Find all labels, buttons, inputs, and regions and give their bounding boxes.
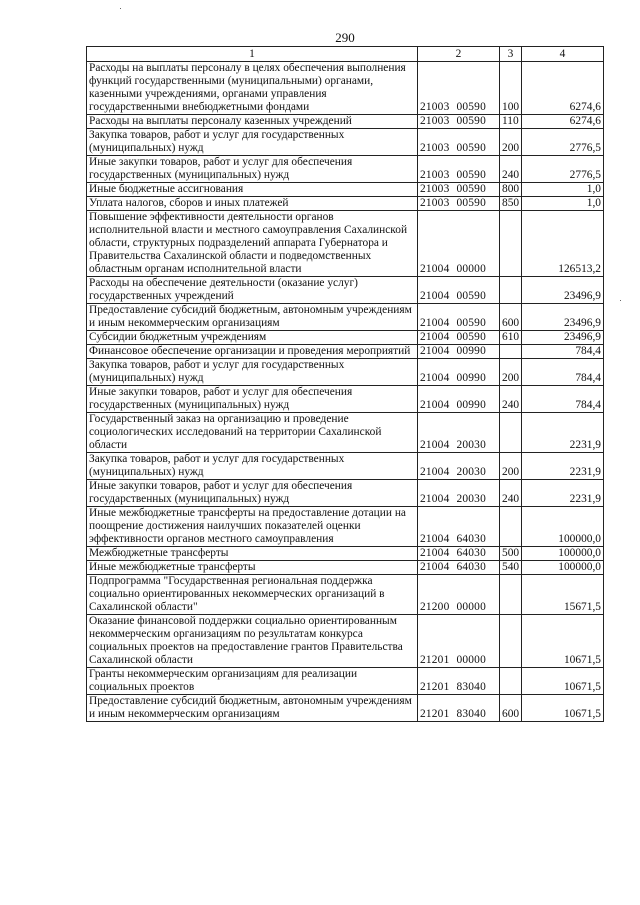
table-row bbox=[87, 304, 604, 331]
row-code-program: 21004 bbox=[420, 263, 450, 275]
table-row bbox=[87, 197, 604, 211]
row-code-direction: 00590 bbox=[456, 197, 486, 209]
row-code-direction: 00990 bbox=[456, 399, 486, 411]
row-name: Закупка товаров, работ и услуг для государственных (муниципальных) нужд bbox=[87, 359, 418, 386]
row-code-direction: 20030 bbox=[456, 466, 486, 478]
row-code-program: 21004 bbox=[420, 372, 450, 384]
row-expense-type bbox=[500, 345, 522, 359]
row-code bbox=[418, 547, 500, 561]
table-row bbox=[87, 386, 604, 413]
table-row bbox=[87, 668, 604, 695]
column-header-type: 3 bbox=[500, 47, 522, 62]
row-name: Иные межбюджетные трансферты bbox=[87, 561, 418, 575]
row-code-direction: 00990 bbox=[456, 345, 486, 357]
row-expense-type bbox=[500, 615, 522, 668]
row-expense-type bbox=[500, 277, 522, 304]
row-code-program: 21004 bbox=[420, 331, 450, 343]
row-code bbox=[418, 331, 500, 345]
table-row bbox=[87, 413, 604, 453]
row-sum: 2776,5 bbox=[522, 129, 604, 156]
row-code bbox=[418, 345, 500, 359]
row-name: Иные закупки товаров, работ и услуг для обеспечения государственных (муниципальных) нужд bbox=[87, 156, 418, 183]
row-code-program: 21201 bbox=[420, 708, 450, 720]
row-expense-type: 610 bbox=[500, 331, 522, 345]
row-sum: 100000,0 bbox=[522, 547, 604, 561]
table-row bbox=[87, 156, 604, 183]
row-code bbox=[418, 183, 500, 197]
row-expense-type: 200 bbox=[500, 359, 522, 386]
row-expense-type: 800 bbox=[500, 183, 522, 197]
table-row bbox=[87, 62, 604, 115]
column-header-code: 2 bbox=[418, 47, 500, 62]
row-sum: 784,4 bbox=[522, 386, 604, 413]
row-code-program: 21003 bbox=[420, 169, 450, 181]
row-code-program: 21004 bbox=[420, 399, 450, 411]
row-name: Уплата налогов, сборов и иных платежей bbox=[87, 197, 418, 211]
row-sum: 23496,9 bbox=[522, 304, 604, 331]
row-code-direction: 00590 bbox=[456, 183, 486, 195]
table-row bbox=[87, 129, 604, 156]
row-code-program: 21003 bbox=[420, 115, 450, 127]
row-code-direction: 20030 bbox=[456, 439, 486, 451]
row-code-direction: 00590 bbox=[456, 317, 486, 329]
row-code bbox=[418, 507, 500, 547]
row-name: Расходы на выплаты персоналу в целях обеспечения выполнения функций государственными (муниципальными) органами, казенными учреждениями, органами управления государственными внебюджетными фондами bbox=[87, 62, 418, 115]
row-name: Иные закупки товаров, работ и услуг для обеспечения государственных (муниципальных) нужд bbox=[87, 480, 418, 507]
row-sum: 2776,5 bbox=[522, 156, 604, 183]
table-body bbox=[87, 62, 604, 722]
row-name: Иные бюджетные ассигнования bbox=[87, 183, 418, 197]
row-expense-type: 540 bbox=[500, 561, 522, 575]
row-code-direction: 83040 bbox=[456, 681, 486, 693]
row-sum: 784,4 bbox=[522, 345, 604, 359]
row-expense-type: 240 bbox=[500, 386, 522, 413]
scan-speck bbox=[620, 300, 621, 301]
row-sum: 15671,5 bbox=[522, 575, 604, 615]
row-name: Иные межбюджетные трансферты на предоставление дотации на поощрение достижения наилучших показателей оценки эффективности органов местного самоуправления bbox=[87, 507, 418, 547]
page-number: 290 bbox=[335, 30, 355, 45]
row-code bbox=[418, 668, 500, 695]
row-code-program: 21201 bbox=[420, 654, 450, 666]
row-sum: 784,4 bbox=[522, 359, 604, 386]
row-code-program: 21004 bbox=[420, 439, 450, 451]
table-row bbox=[87, 480, 604, 507]
row-code-direction: 00590 bbox=[456, 331, 486, 343]
row-name: Предоставление субсидий бюджетным, автономным учреждениям и иным некоммерческим организациям bbox=[87, 695, 418, 722]
row-code-program: 21201 bbox=[420, 681, 450, 693]
row-code bbox=[418, 453, 500, 480]
row-sum: 2231,9 bbox=[522, 453, 604, 480]
row-expense-type bbox=[500, 413, 522, 453]
row-code-direction: 00000 bbox=[456, 263, 486, 275]
row-expense-type: 600 bbox=[500, 304, 522, 331]
table-row bbox=[87, 575, 604, 615]
row-code-program: 21004 bbox=[420, 547, 450, 559]
row-code bbox=[418, 156, 500, 183]
table-row bbox=[87, 615, 604, 668]
row-code bbox=[418, 304, 500, 331]
row-name: Закупка товаров, работ и услуг для государственных (муниципальных) нужд bbox=[87, 453, 418, 480]
row-code-direction: 20030 bbox=[456, 493, 486, 505]
table-row bbox=[87, 345, 604, 359]
row-code-direction: 00000 bbox=[456, 654, 486, 666]
row-code bbox=[418, 211, 500, 277]
row-name: Государственный заказ на организацию и проведение социологических исследований на территории Сахалинской области bbox=[87, 413, 418, 453]
column-header-sum: 4 bbox=[522, 47, 604, 62]
table-row bbox=[87, 115, 604, 129]
row-code-direction: 00590 bbox=[456, 169, 486, 181]
table-row bbox=[87, 277, 604, 304]
row-code-direction: 64030 bbox=[456, 547, 486, 559]
row-expense-type: 100 bbox=[500, 62, 522, 115]
table-header-row bbox=[87, 47, 604, 62]
row-code-direction: 00000 bbox=[456, 601, 486, 613]
row-expense-type: 110 bbox=[500, 115, 522, 129]
row-expense-type: 240 bbox=[500, 480, 522, 507]
row-code bbox=[418, 695, 500, 722]
row-code bbox=[418, 129, 500, 156]
row-expense-type: 500 bbox=[500, 547, 522, 561]
row-expense-type: 200 bbox=[500, 453, 522, 480]
row-code-program: 21003 bbox=[420, 197, 450, 209]
row-sum: 23496,9 bbox=[522, 277, 604, 304]
table-row bbox=[87, 183, 604, 197]
row-name: Межбюджетные трансферты bbox=[87, 547, 418, 561]
row-expense-type bbox=[500, 507, 522, 547]
row-code-program: 21004 bbox=[420, 317, 450, 329]
row-expense-type bbox=[500, 575, 522, 615]
row-sum: 2231,9 bbox=[522, 480, 604, 507]
row-code-program: 21003 bbox=[420, 101, 450, 113]
row-expense-type bbox=[500, 668, 522, 695]
row-code-program: 21003 bbox=[420, 142, 450, 154]
row-name: Финансовое обеспечение организации и проведения мероприятий bbox=[87, 345, 418, 359]
table-row bbox=[87, 453, 604, 480]
row-code bbox=[418, 575, 500, 615]
row-code bbox=[418, 115, 500, 129]
row-name: Субсидии бюджетным учреждениям bbox=[87, 331, 418, 345]
row-code bbox=[418, 62, 500, 115]
row-code-direction: 00590 bbox=[456, 142, 486, 154]
row-name: Оказание финансовой поддержки социально ориентированным некоммерческим организациям по результатам конкурса социальных проектов на предоставление грантов Правительства Сахалинской области bbox=[87, 615, 418, 668]
row-sum: 10671,5 bbox=[522, 695, 604, 722]
row-code-direction: 00990 bbox=[456, 372, 486, 384]
table-row bbox=[87, 561, 604, 575]
row-code-direction: 00590 bbox=[456, 290, 486, 302]
row-code-direction: 64030 bbox=[456, 533, 486, 545]
row-code-direction: 83040 bbox=[456, 708, 486, 720]
row-code bbox=[418, 413, 500, 453]
table-row bbox=[87, 547, 604, 561]
row-code-program: 21003 bbox=[420, 183, 450, 195]
row-sum: 6274,6 bbox=[522, 62, 604, 115]
row-code-program: 21004 bbox=[420, 561, 450, 573]
row-name: Повышение эффективности деятельности органов исполнительной власти и местного самоуправления Сахалинской области, структурных подразделений аппарата Губернатора и Правительства Сахалинской области и подведомственных областным органам исполнительной власти bbox=[87, 211, 418, 277]
row-name: Расходы на выплаты персоналу казенных учреждений bbox=[87, 115, 418, 129]
row-code-program: 21004 bbox=[420, 533, 450, 545]
row-code-direction: 00590 bbox=[456, 101, 486, 113]
row-expense-type: 850 bbox=[500, 197, 522, 211]
row-code-program: 21004 bbox=[420, 493, 450, 505]
row-sum: 100000,0 bbox=[522, 507, 604, 547]
row-code-direction: 00590 bbox=[456, 115, 486, 127]
table-row bbox=[87, 507, 604, 547]
row-sum: 100000,0 bbox=[522, 561, 604, 575]
row-code bbox=[418, 561, 500, 575]
row-code-direction: 64030 bbox=[456, 561, 486, 573]
row-sum: 6274,6 bbox=[522, 115, 604, 129]
row-sum: 23496,9 bbox=[522, 331, 604, 345]
row-name: Гранты некоммерческим организациям для реализации социальных проектов bbox=[87, 668, 418, 695]
row-code bbox=[418, 277, 500, 304]
row-code-program: 21004 bbox=[420, 345, 450, 357]
table-row bbox=[87, 211, 604, 277]
row-name: Расходы на обеспечение деятельности (оказание услуг) государственных учреждений bbox=[87, 277, 418, 304]
row-name: Предоставление субсидий бюджетным, автономным учреждениям и иным некоммерческим организациям bbox=[87, 304, 418, 331]
row-sum: 10671,5 bbox=[522, 615, 604, 668]
row-sum: 10671,5 bbox=[522, 668, 604, 695]
scan-speck bbox=[120, 8, 121, 9]
row-sum: 126513,2 bbox=[522, 211, 604, 277]
row-code-program: 21004 bbox=[420, 466, 450, 478]
row-code bbox=[418, 359, 500, 386]
row-name: Подпрограмма "Государственная региональная поддержка социально ориентированных некоммерческих организаций в Сахалинской области" bbox=[87, 575, 418, 615]
table-row bbox=[87, 695, 604, 722]
row-sum: 2231,9 bbox=[522, 413, 604, 453]
row-expense-type bbox=[500, 211, 522, 277]
row-expense-type: 240 bbox=[500, 156, 522, 183]
row-code-program: 21200 bbox=[420, 601, 450, 613]
row-code bbox=[418, 386, 500, 413]
row-code bbox=[418, 480, 500, 507]
row-name: Закупка товаров, работ и услуг для государственных (муниципальных) нужд bbox=[87, 129, 418, 156]
row-code-program: 21004 bbox=[420, 290, 450, 302]
row-name: Иные закупки товаров, работ и услуг для обеспечения государственных (муниципальных) нужд bbox=[87, 386, 418, 413]
row-code bbox=[418, 197, 500, 211]
budget-table bbox=[86, 46, 604, 722]
table-row bbox=[87, 359, 604, 386]
row-expense-type: 600 bbox=[500, 695, 522, 722]
table-row bbox=[87, 331, 604, 345]
row-code bbox=[418, 615, 500, 668]
row-expense-type: 200 bbox=[500, 129, 522, 156]
row-sum: 1,0 bbox=[522, 197, 604, 211]
column-header-name: 1 bbox=[87, 47, 418, 62]
row-sum: 1,0 bbox=[522, 183, 604, 197]
